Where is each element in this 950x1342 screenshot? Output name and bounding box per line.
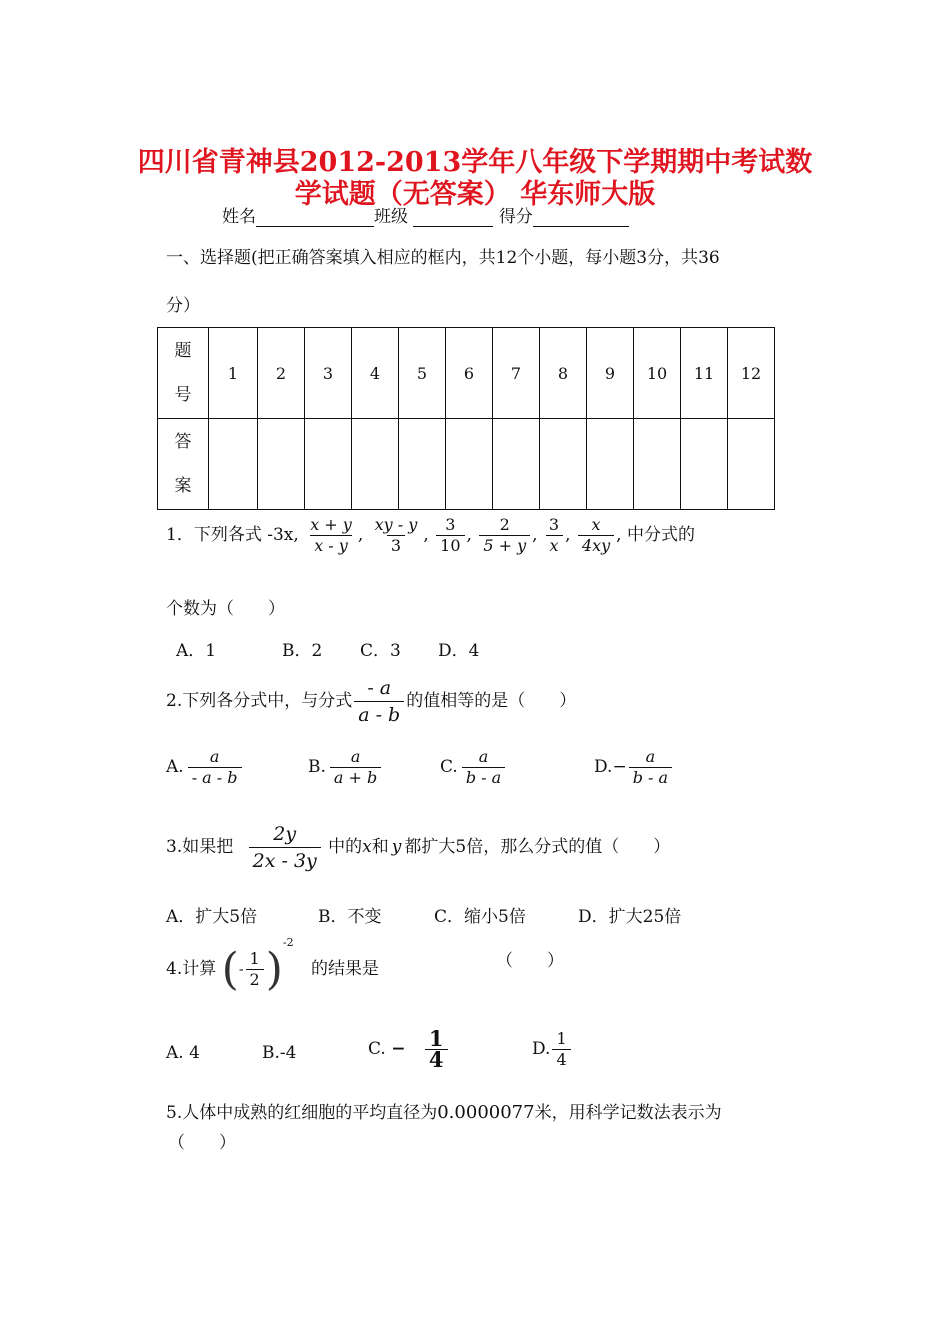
- answer-cell-8[interactable]: [540, 419, 587, 510]
- q-number-10: 10: [634, 328, 681, 419]
- answer-cell-2[interactable]: [258, 419, 305, 510]
- q1-fraction-6: $\frac{x}{4xy}$: [578, 516, 614, 555]
- q1-fraction-5: $\frac{3}{x}$: [545, 516, 563, 555]
- q1-suffix: 中分式的: [626, 525, 695, 545]
- q-number-6: 6: [446, 328, 493, 419]
- question-4: 4.计算 (- $\frac{1}{2}$ )$^{-2}$ 的结果是: [166, 936, 380, 995]
- q1-fraction-3: $\frac{3}{10}$: [436, 516, 464, 555]
- q2-prefix: 2.下列各分式中，与分式: [166, 691, 353, 711]
- section1-heading-line2: 分）: [166, 296, 200, 316]
- q-number-1: 1: [209, 328, 258, 419]
- section1-heading-line1: 一、选择题(把正确答案填入相应的框内，共12个小题，每小题3分，共36: [166, 248, 720, 268]
- name-label: 姓名: [222, 207, 256, 227]
- q-number-4: 4: [352, 328, 399, 419]
- q4-paren: （ ）: [496, 951, 564, 971]
- q-number-11: 11: [681, 328, 728, 419]
- score-label: 得分: [498, 207, 533, 227]
- q4-option-c: C. − $\frac{1}{4}$: [368, 1030, 450, 1069]
- q2-option-a: A. $\frac{a}{- a - b}$: [166, 748, 244, 787]
- q1-line2: 个数为（ ）: [166, 599, 285, 619]
- title-line-1: 四川省青神县2012-2013学年八年级下学期期中考试数: [137, 147, 813, 178]
- q-number-9: 9: [587, 328, 634, 419]
- q1-fraction-2: $\frac{xy - y}{3}$: [374, 515, 418, 555]
- q3-option-c: C．缩小5倍: [434, 907, 526, 927]
- answer-cell-11[interactable]: [681, 419, 728, 510]
- title-line-2: 学试题（无答案） 华东师大版: [294, 179, 656, 210]
- q1-option-a: A．1: [176, 641, 217, 661]
- answer-cell-10[interactable]: [634, 419, 681, 510]
- q1-option-d: D．4: [438, 641, 480, 661]
- name-blank[interactable]: [256, 208, 374, 227]
- q3-option-b: B．不变: [318, 907, 382, 927]
- answer-cell-9[interactable]: [587, 419, 634, 510]
- table-row-numbers: [158, 328, 775, 419]
- row-label-answer: 答 案: [158, 419, 209, 510]
- answer-cell-6[interactable]: [446, 419, 493, 510]
- q4-option-b: B.-4: [262, 1043, 297, 1063]
- row-label-number: 题 号: [158, 328, 209, 419]
- answer-table: [157, 327, 775, 510]
- answer-cell-12[interactable]: [728, 419, 775, 510]
- q4-prefix: 4.计算: [166, 959, 217, 979]
- answer-cell-1[interactable]: [209, 419, 258, 510]
- question-5: 5.人体中成熟的红细胞的平均直径为0.0000077米，用科学记数法表示为: [166, 1102, 722, 1123]
- q2-option-b: B. $\frac{a}{a + b}$: [308, 748, 383, 787]
- q3-option-a: A．扩大5倍: [166, 907, 258, 927]
- question-1: 1．下列各式 -3x, $\frac{x + y}{x - y}$ , $\frac{xy - y}{3}$ , $\frac{3}{10}$ , $\frac{2}{5 + y}$ , $\frac{3}{x}$ , $\frac{x}{4xy}$ , 中分式的: [166, 515, 695, 555]
- q5-line2: （ ）: [168, 1133, 236, 1153]
- q2-option-d: D.− $\frac{a}{b - a}$: [594, 748, 674, 787]
- table-row-answers: [158, 419, 775, 510]
- q-number-12: 12: [728, 328, 775, 419]
- q-number-7: 7: [493, 328, 540, 419]
- answer-cell-7[interactable]: [493, 419, 540, 510]
- q1-fraction-4: $\frac{2}{5 + y}$: [479, 516, 530, 555]
- answer-cell-3[interactable]: [305, 419, 352, 510]
- q4-option-d: D. $\frac{1}{4}$: [532, 1030, 573, 1069]
- q2-suffix: 的值相等的是（ ）: [406, 691, 577, 711]
- q-number-3: 3: [305, 328, 352, 419]
- class-blank[interactable]: [413, 208, 493, 227]
- q-number-5: 5: [399, 328, 446, 419]
- class-label: 班级: [374, 207, 408, 227]
- q-number-2: 2: [258, 328, 305, 419]
- student-info-row: [222, 202, 629, 227]
- q4-option-a: A. 4: [166, 1043, 200, 1063]
- question-2: [166, 676, 576, 727]
- answer-cell-5[interactable]: [399, 419, 446, 510]
- score-blank[interactable]: [533, 208, 629, 227]
- q1-option-b: B．2: [282, 641, 323, 661]
- q1-prefix: 1．下列各式 -3x,: [166, 525, 299, 545]
- q-number-8: 8: [540, 328, 587, 419]
- q3-option-d: D．扩大25倍: [578, 907, 682, 927]
- answer-cell-4[interactable]: [352, 419, 399, 510]
- q1-fraction-1: $\frac{x + y}{x - y}$: [310, 515, 352, 555]
- q2-fraction: $\frac{- a}{a - b}$: [354, 676, 404, 727]
- q1-option-c: C．3: [360, 641, 401, 661]
- q3-fraction: $\frac{2y}{2x - 3y}$: [249, 822, 321, 873]
- q3-prefix: 3.如果把: [166, 837, 234, 857]
- q2-option-c: C. $\frac{a}{b - a}$: [440, 748, 507, 787]
- question-3: 3.如果把 $\frac{2y}{2x - 3y}$ 中的x和 y 都扩大5倍，那么分式的值（ ）: [166, 823, 671, 872]
